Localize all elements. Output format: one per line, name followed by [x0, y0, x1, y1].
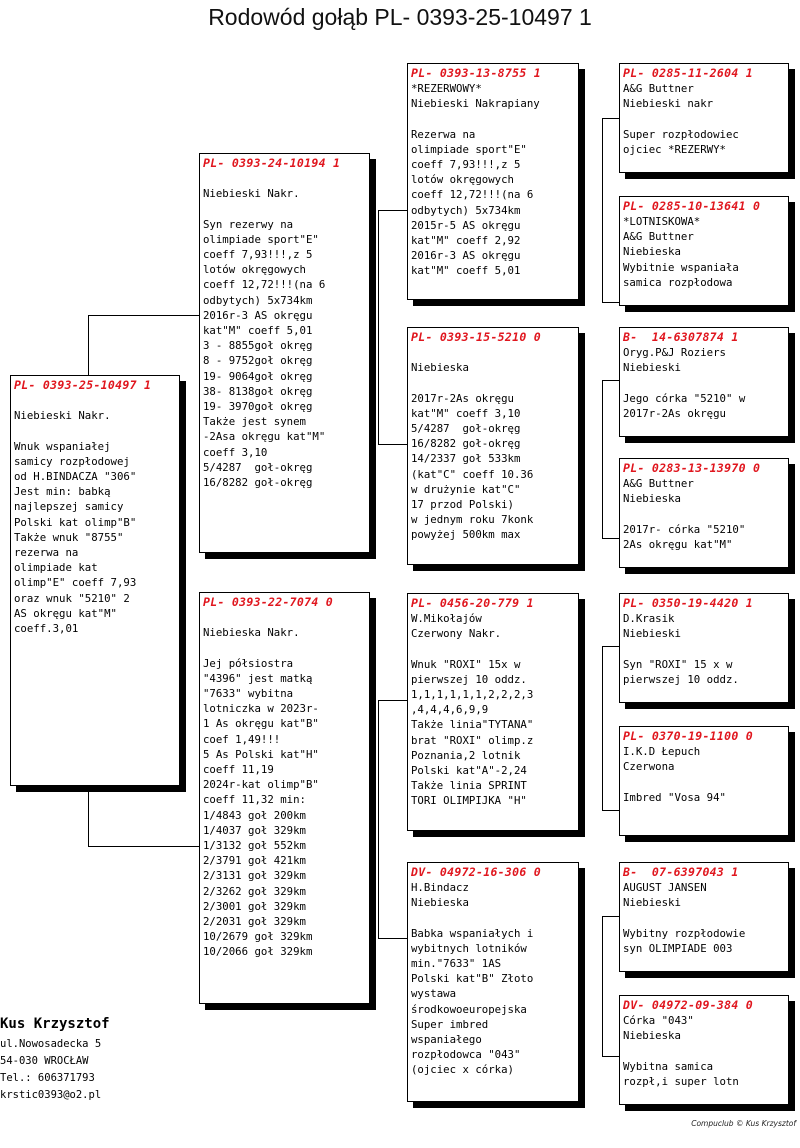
- pigeon-card-mother: [199, 592, 370, 1004]
- ring-number: DV- 04972-09-384 0: [623, 998, 754, 1012]
- pigeon-card-father: [199, 153, 370, 553]
- connector-line: [88, 846, 200, 847]
- pigeon-description: A&G Buttner Niebieska 2017r- córka "5210" 2As okręgu kat"M": [623, 477, 746, 551]
- owner-name: Kus Krzysztof: [0, 1016, 110, 1032]
- ring-number: PL- 0370-19-1100 0: [623, 729, 754, 743]
- ring-number: PL- 0285-11-2604 1: [623, 66, 754, 80]
- connector-line: [378, 700, 408, 701]
- connector-line: [378, 700, 379, 780]
- pigeon-description: W.Mikołajów Czerwony Nakr. Wnuk "ROXI" 15x w pierwszej 10 oddz. 1,1,1,1,1,1,2,2,2,3 ,4,4,4,6,9,9 Także linia"TYTANA" brat "ROXI" olimp.z Poznania,2 lotnik Polski kat"A"-2,24 Także linia SPRINT TORI OLIMPIJKA "H": [411, 612, 534, 808]
- owner-phone: Tel.: 606371793: [0, 1072, 95, 1084]
- ring-number: PL- 0283-13-13970 0: [623, 461, 761, 475]
- pigeon-description: I.K.D Łepuch Czerwona Imbred "Vosa 94": [623, 745, 726, 804]
- ring-number: B- 07-6397043 1: [623, 865, 739, 879]
- connector-line: [602, 380, 620, 381]
- pigeon-description: Niebieska Nakr. Jej półsiostra "4396" jest matką "7633" wybitna lotniczka w 2023r- 1 As okręgu kat"B" coef 1,49!!! 5 As Polski kat"H" coeff 11,19 2024r-kat olimp"B" coeff 11,32 min: 1/4843 goł 200km 1/4037 goł 329km 1/3132 goł 552km 2/3791 goł 421km 2/3131 goł 329km 2/3262 goł 329km 2/3001 goł 329km 2/2031 goł 329km 10/2679 goł 329km 10/2066 goł 329km: [203, 626, 319, 959]
- connector-line: [602, 302, 620, 303]
- owner-email: krstic0393@o2.pl: [0, 1089, 102, 1101]
- ring-number: PL- 0393-15-5210 0: [411, 330, 542, 344]
- pigeon-card-mmf: [619, 862, 789, 972]
- connector-line: [602, 380, 603, 538]
- connector-line: [378, 444, 408, 445]
- owner-city: 54-030 WROCŁAW: [0, 1055, 89, 1067]
- pigeon-card-fmf: [619, 327, 789, 437]
- connector-line: [602, 646, 603, 810]
- connector-line: [602, 916, 603, 1056]
- pigeon-description: Niebieski Nakr. Syn rezerwy na olimpiade sport"E" coeff 7,93!!!,z 5 lotów okręgowych coeff 12,72!!!(na 6 odbytych) 5x734km 2016r-3 AS okręgu kat"M" coeff 5,01 3 - 8855goł okręg 8 - 9752goł okręg 19- 9064goł okręg 38- 8138goł okręg 19- 3970goł okręg Także jest synem -2Asa okręgu kat"M" coeff 3,10 5/4287 goł-okręg 16/8282 goł-okręg: [203, 187, 326, 490]
- pigeon-description: H.Bindacz Niebieska Babka wspaniałych i wybitnych lotników min."7633" 1AS Polski kat"B" Złoto wystawa środkowoeuropejska Super imbred wspaniałego rozpłodowca "043" (ojciec x córka): [411, 881, 534, 1077]
- ring-number: PL- 0456-20-779 1: [411, 596, 534, 610]
- pigeon-description: Niebieski Nakr. Wnuk wspaniałej samicy rozpłodowej od H.BINDACZA "306" Jest min: babką najlepszej samicy Polski kat olimp"B" Także wnuk "8755" rezerwa na olimpiade kat olimp"E" coeff 7,93 oraz wnuk "5210" 2 AS okręgu kat"M" coeff.3,01: [14, 409, 137, 636]
- connector-line: [378, 210, 408, 211]
- pigeon-description: A&G Buttner Niebieski nakr Super rozpłodowiec ojciec *REZERWY*: [623, 82, 739, 156]
- ring-number: PL- 0350-19-4420 1: [623, 596, 754, 610]
- connector-line: [602, 118, 620, 119]
- pigeon-description: *LOTNISKOWA* A&G Buttner Niebieska Wybitnie wspaniała samica rozpłodowa: [623, 215, 739, 289]
- ring-number: B- 14-6307874 1: [623, 330, 739, 344]
- pigeon-card-mff: [619, 593, 789, 703]
- ring-number: PL- 0393-13-8755 1: [411, 66, 542, 80]
- pigeon-card-ffm: [619, 196, 789, 306]
- connector-line: [602, 810, 620, 811]
- connector-line: [602, 646, 620, 647]
- pigeon-card-father-mother: [407, 327, 579, 565]
- connector-line: [602, 916, 620, 917]
- owner-street: ul.Nowosadecka 5: [0, 1038, 102, 1050]
- connector-line: [88, 315, 89, 375]
- pigeon-description: Niebieska 2017r-2As okręgu kat"M" coeff 3,10 5/4287 goł-okręg 16/8282 goł-okręg 14/2337 goł 533km (kat"C" coeff 10.36 w drużynie kat"C" 17 przod Polski) w jednym roku 7konk powyżej 500km max: [411, 361, 534, 542]
- pigeon-card-mother-mother: [407, 862, 579, 1102]
- pigeon-description: D.Krasik Niebieski Syn "ROXI" 15 x w pierwszej 10 oddz.: [623, 612, 739, 686]
- ring-number: DV- 04972-16-306 0: [411, 865, 542, 879]
- pigeon-card-mother-father: [407, 593, 579, 831]
- connector-line: [378, 780, 379, 938]
- connector-line: [378, 314, 379, 444]
- pigeon-card-mfm: [619, 726, 789, 836]
- footer-credit: Compuclub © Kus Krzysztof: [691, 1119, 796, 1128]
- ring-number: PL- 0393-24-10194 1: [203, 156, 341, 170]
- connector-line: [602, 1056, 620, 1057]
- pigeon-description: Córka "043" Niebieska Wybitna samica rozpł,i super lotn: [623, 1014, 739, 1088]
- pigeon-card-fmm: [619, 458, 789, 568]
- pigeon-card-father-father: [407, 63, 579, 300]
- ring-number: PL- 0393-22-7074 0: [203, 595, 334, 609]
- pigeon-description: AUGUST JANSEN Niebieski Wybitny rozpłodowie syn OLIMPIADE 003: [623, 881, 746, 955]
- connector-line: [602, 538, 620, 539]
- connector-line: [88, 786, 89, 846]
- pigeon-description: *REZERWOWY* Niebieski Nakrapiany Rezerwa na olimpiade sport"E" coeff 7,93!!!,z 5 lotów okręgowych coeff 12,72!!!(na 6 odbytych) 5x734km 2015r-5 AS okręgu kat"M" coeff 2,92 2016r-3 AS okręgu kat"M" coeff 5,01: [411, 82, 540, 278]
- connector-line: [602, 118, 603, 302]
- connector-line: [378, 210, 379, 314]
- pigeon-description: Oryg.P&J Roziers Niebieski Jego córka "5210" w 2017r-2As okręgu: [623, 346, 746, 420]
- ring-number: PL- 0393-25-10497 1: [14, 378, 152, 392]
- pigeon-card-bird: [10, 375, 180, 786]
- connector-line: [378, 938, 408, 939]
- pigeon-card-mmm: [619, 995, 789, 1105]
- pigeon-card-fff: [619, 63, 789, 173]
- ring-number: PL- 0285-10-13641 0: [623, 199, 761, 213]
- connector-line: [88, 315, 200, 316]
- page-title: Rodowód gołąb PL- 0393-25-10497 1: [208, 4, 592, 30]
